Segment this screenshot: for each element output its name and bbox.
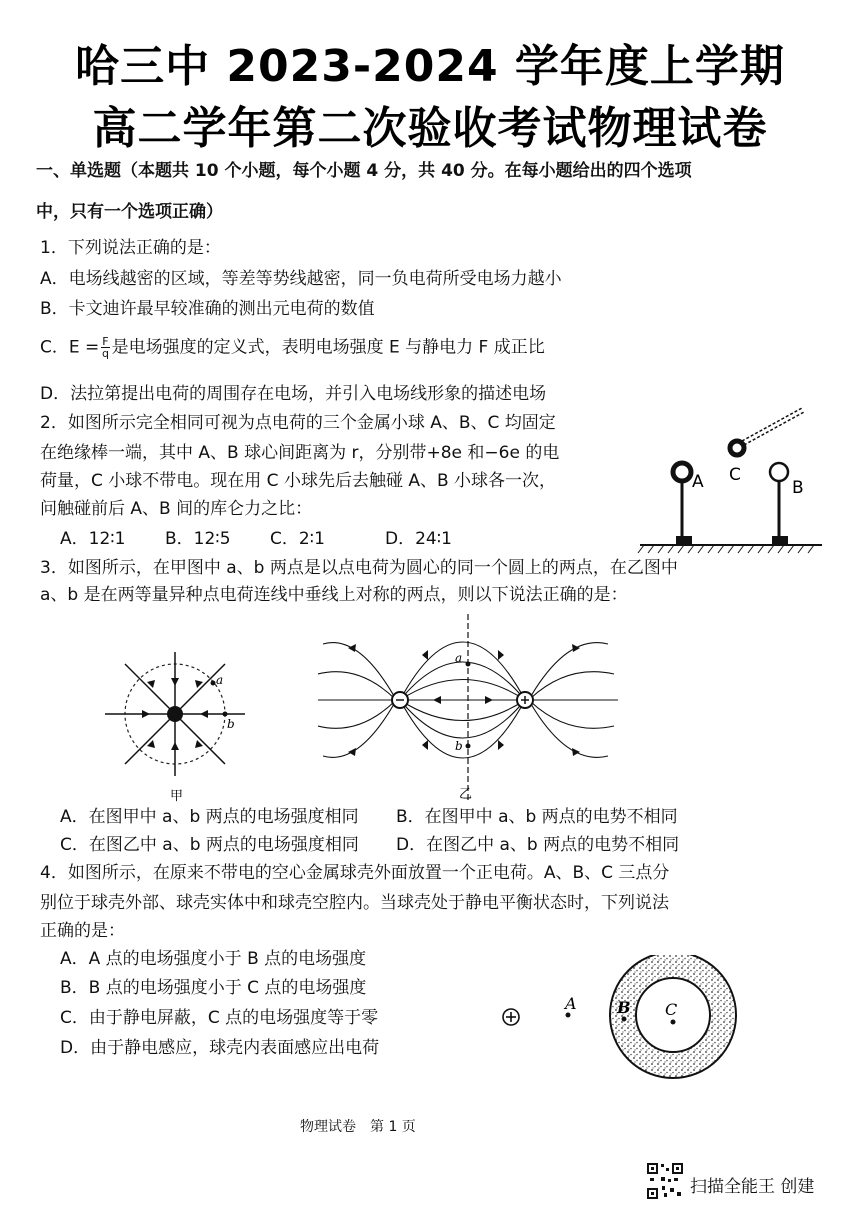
q2-option-b: B．12∶5: [165, 529, 231, 549]
page-footer: 物理试卷 第 1 页: [300, 1119, 416, 1135]
ball-a: [673, 463, 691, 481]
stand-a: [673, 463, 692, 545]
section-heading-line2: 中，只有一个选项正确）: [36, 202, 223, 222]
q3-option-d: D．在图乙中 a、b 两点的电势不相同: [396, 835, 680, 855]
stand-b: [770, 463, 788, 545]
q3-line1: 3．如图所示，在甲图中 a、b 两点是以点电荷为圆心的同一个圆上的两点，在乙图中: [40, 558, 678, 578]
q1-option-b: B．卡文迪许最早较准确的测出元电荷的数值: [40, 299, 375, 319]
exam-title-line1: 哈三中 2023-2024 学年度上学期: [75, 41, 785, 92]
label-a: A: [692, 472, 704, 492]
q4-option-c: C．由于静电屏蔽，C 点的电场强度等于零: [60, 1008, 379, 1028]
point-c-label: C: [665, 1000, 678, 1019]
fraction-numerator: F: [102, 335, 109, 348]
q3-option-c: C．在图乙中 a、b 两点的电场强度相同: [60, 835, 359, 855]
point-b-label: b: [227, 717, 235, 731]
q2-option-d: D．24∶1: [385, 529, 452, 549]
point-b-label: B: [617, 998, 631, 1017]
point-a-label: A: [565, 994, 577, 1013]
ground-line: [638, 545, 822, 553]
q1-option-c: [40, 336, 545, 359]
q3-line2: a、b 是在两等量异种点电荷连线中垂线上对称的两点，则以下说法正确的是：: [40, 585, 628, 605]
dipole-point-b-label: b: [455, 739, 463, 753]
q4-figure: [495, 955, 745, 1085]
ball-c: [730, 441, 744, 455]
q3-option-a: A．在图甲中 a、b 两点的电场强度相同: [60, 807, 359, 827]
dipole-point-a-label: a: [455, 651, 463, 665]
q4-option-a: A．A 点的电场强度小于 B 点的电场强度: [60, 949, 367, 969]
q1-option-c-prefix: C．E =: [40, 337, 100, 358]
figure-caption-yi: 乙: [459, 787, 473, 802]
q3-option-b: B．在图甲中 a、b 两点的电势不相同: [396, 807, 678, 827]
q1-stem: 1．下列说法正确的是：: [40, 238, 221, 258]
q4-line1: 4．如图所示，在原来不带电的空心金属球壳外面放置一个正电荷。A、B、C 三点分: [40, 863, 670, 883]
q2-figure: [636, 405, 836, 560]
q1-option-d: D．法拉第提出电荷的周围存在电场，并引入电场线形象的描述电场: [40, 384, 547, 404]
q4-line3: 正确的是：: [40, 921, 125, 941]
q2-option-c: C．2∶1: [270, 529, 325, 549]
q3-figure-yi: [318, 614, 618, 804]
q2-line3: 荷量，C 小球不带电。现在用 C 小球先后去触碰 A、B 小球各一次，: [40, 471, 557, 491]
positive-charge-symbol: [503, 1009, 519, 1025]
point-charge: [167, 706, 183, 722]
figure-caption-jia: 甲: [170, 789, 184, 804]
fraction-denominator: q: [101, 347, 109, 360]
q4-option-b: B．B 点的电场强度小于 C 点的电场强度: [60, 978, 367, 998]
exam-title-line2: 高二学年第二次验收考试物理试卷: [92, 103, 768, 154]
ball-b: [770, 463, 788, 481]
label-c: C: [729, 465, 741, 485]
q2-line1: 2．如图所示完全相同可视为点电荷的三个金属小球 A、B、C 均固定: [40, 413, 556, 433]
q1-option-a: A．电场线越密的区域，等差等势线越密，同一负电荷所受电场力越小: [40, 269, 562, 289]
fraction-f-over-q: [101, 336, 109, 359]
q2-line4: 问触碰前后 A、B 间的库仑力之比：: [40, 499, 313, 519]
label-b: B: [792, 478, 804, 498]
q3-figure-jia: [100, 652, 260, 807]
q1-option-c-text: 是电场强度的定义式，表明电场强度 E 与静电力 F 成正比: [111, 337, 545, 358]
q4-line2: 别位于球壳外部、球壳实体中和球壳空腔内。当球壳处于静电平衡状态时，下列说法: [40, 893, 669, 913]
q4-option-d: D．由于静电感应，球壳内表面感应出电荷: [60, 1038, 380, 1058]
qr-code-icon: [646, 1162, 684, 1200]
section-heading-line1: 一、单选题（本题共 10 个小题，每个小题 4 分，共 40 分。在每小题给出的四个选项: [36, 161, 692, 181]
ball-c-on-rod: [730, 408, 804, 455]
q2-option-a: A．12∶1: [60, 529, 126, 549]
point-a-label: a: [216, 673, 224, 687]
q2-line2: 在绝缘棒一端，其中 A、B 球心间距离为 r，分别带+8e 和−6e 的电: [40, 443, 560, 463]
scanner-watermark: 扫描全能王 创建: [690, 1177, 815, 1197]
